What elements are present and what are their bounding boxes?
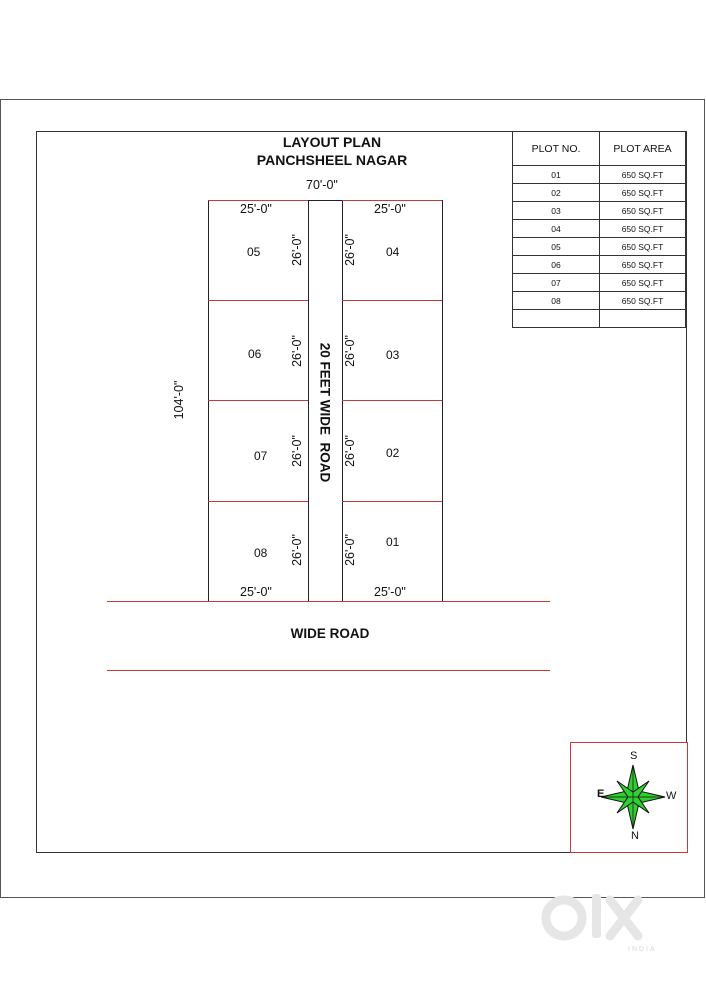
plot-no-cell: 03 [513, 202, 600, 220]
plot-area-cell: 650 SQ.FT [600, 274, 686, 292]
layout-subtitle: PANCHSHEEL NAGAR [256, 152, 408, 168]
table-row [513, 274, 686, 292]
olx-logo-icon [538, 886, 678, 966]
plot-depth-dimension: 26'-0" [290, 234, 304, 266]
plot-line [208, 501, 308, 502]
table-header-plot-no: PLOT NO. [513, 132, 600, 166]
compass-box [570, 742, 688, 853]
plot-area-cell: 650 SQ.FT [600, 238, 686, 256]
table-header-plot-area: PLOT AREA [600, 132, 686, 166]
table-row [513, 238, 686, 256]
plot-width-dimension: 25'-0" [240, 202, 272, 216]
layout-title: LAYOUT PLAN [282, 134, 382, 150]
plot-area-cell: 650 SQ.FT [600, 202, 686, 220]
plot-no-cell: 08 [513, 292, 600, 310]
watermark-sub: INDIA [628, 946, 657, 953]
plot-area-cell: 650 SQ.FT [600, 292, 686, 310]
plot-depth-dimension: 26'-0" [290, 534, 304, 566]
plot-line [342, 400, 442, 401]
plot-area-cell: 650 SQ.FT [600, 184, 686, 202]
plot-no-cell: 01 [513, 166, 600, 184]
main-road-top-line [107, 601, 550, 602]
plot-number: 03 [386, 348, 400, 362]
total-width-dimension: 70'-0" [306, 178, 338, 192]
plot-depth-dimension: 26'-0" [290, 435, 304, 467]
road-top-edge [308, 200, 342, 201]
table-row [513, 292, 686, 310]
plot-number: 04 [386, 245, 400, 259]
compass-north: N [631, 830, 639, 842]
table-row [513, 220, 686, 238]
plot-line [342, 300, 442, 301]
plot-line [342, 200, 442, 201]
main-road-label: WIDE ROAD [290, 626, 370, 641]
table-row [513, 166, 686, 184]
plot-area-cell: 650 SQ.FT [600, 220, 686, 238]
plot-number: 05 [247, 245, 261, 259]
plot-depth-dimension: 26'-0" [343, 534, 357, 566]
plot-number: 07 [254, 449, 268, 463]
main-road-bottom-line [107, 670, 550, 671]
plot-area-cell: 650 SQ.FT [600, 166, 686, 184]
plot-number: 08 [254, 546, 268, 560]
plot-width-dimension: 25'-0" [240, 585, 272, 599]
table-row [513, 256, 686, 274]
plot-number: 06 [248, 347, 262, 361]
olx-watermark [538, 886, 678, 966]
table-row [513, 202, 686, 220]
plot-no-cell [513, 310, 600, 328]
table-row [513, 184, 686, 202]
compass-south: S [630, 750, 638, 762]
plot-depth-dimension: 26'-0" [343, 335, 357, 367]
plot-width-dimension: 25'-0" [374, 585, 406, 599]
plot-no-cell: 06 [513, 256, 600, 274]
plot-number: 02 [386, 446, 400, 460]
plot-area-table [512, 131, 686, 328]
plot-line [208, 400, 308, 401]
plot-depth-dimension: 26'-0" [290, 335, 304, 367]
plot-line [342, 501, 442, 502]
plot-line [208, 200, 308, 201]
plot-depth-dimension: 26'-0" [343, 234, 357, 266]
left-block-road-edge [308, 200, 309, 602]
plot-no-cell: 07 [513, 274, 600, 292]
plot-number: 01 [386, 535, 400, 549]
plot-line [208, 300, 308, 301]
plot-area-cell: 650 SQ.FT [600, 256, 686, 274]
left-block-outer-edge [208, 200, 209, 602]
plot-depth-dimension: 26'-0" [343, 435, 357, 467]
compass-west: W [666, 790, 677, 802]
plot-area-cell [600, 310, 686, 328]
compass-east: E [597, 788, 605, 800]
plot-width-dimension: 25'-0" [374, 202, 406, 216]
total-depth-dimension: 104'-0" [172, 380, 186, 420]
table-row [513, 310, 686, 328]
plot-no-cell: 04 [513, 220, 600, 238]
internal-road-label: 20 FEET WIDE ROAD [317, 342, 333, 483]
right-block-outer-edge [442, 200, 443, 602]
plot-no-cell: 02 [513, 184, 600, 202]
plot-no-cell: 05 [513, 238, 600, 256]
